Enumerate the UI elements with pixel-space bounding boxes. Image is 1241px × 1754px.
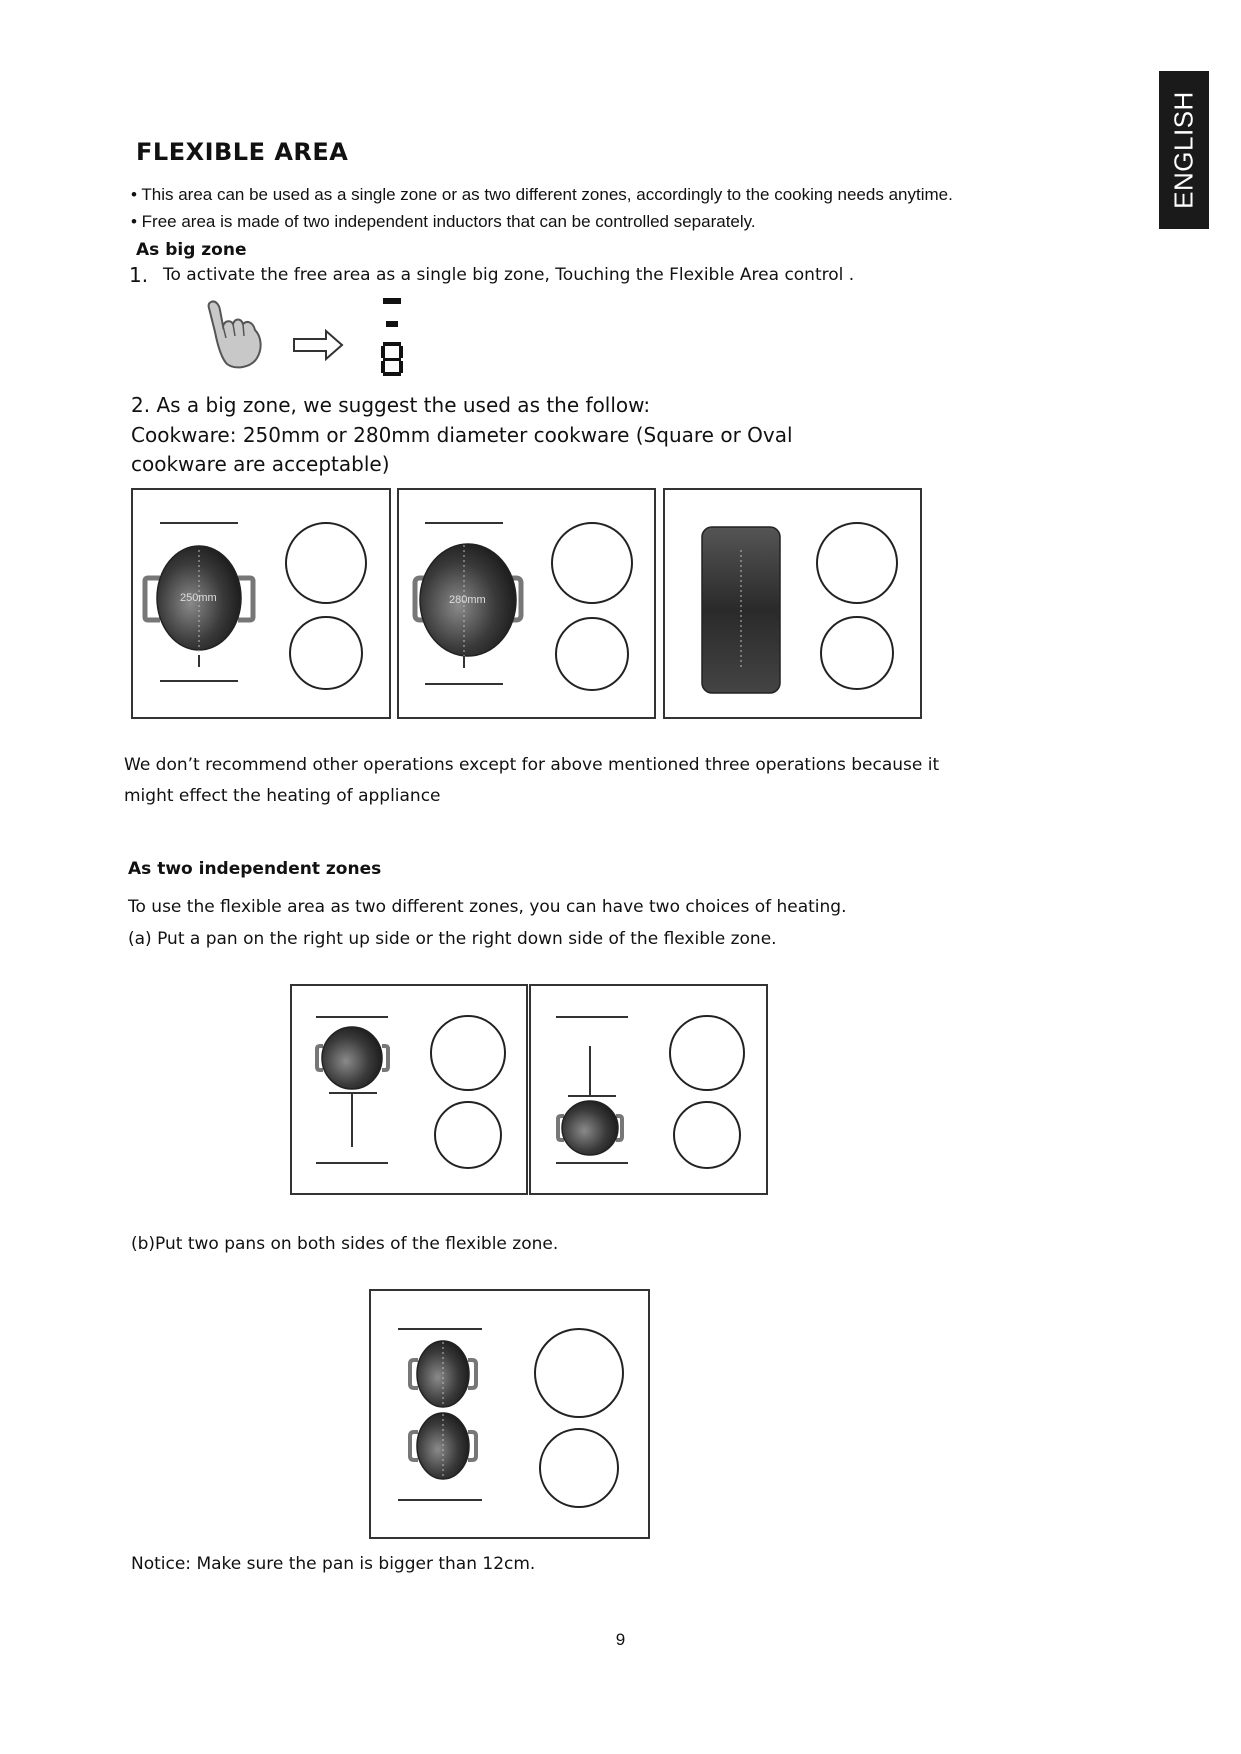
language-tab-label: ENGLISH [1168, 91, 1199, 209]
pan-label-250: 250mm [180, 592, 217, 604]
two-zones-heading: As two independent zones [128, 859, 382, 879]
page-title: FLEXIBLE AREA [136, 138, 349, 166]
option-b-text: (b)Put two pans on both sides of the flexible zone. [131, 1234, 559, 1254]
page-number: 9 [615, 1630, 626, 1649]
step2-line2: Cookware: 250mm or 280mm diameter cookware (Square or Oval [131, 423, 793, 447]
step1-number: 1. [129, 263, 149, 287]
step1-text: To activate the free area as a single big zone, Touching the Flexible Area control . [163, 265, 855, 285]
bullet-1: • This area can be used as a single zone or as two different zones, accordingly to the cooking needs anytime. [131, 185, 953, 204]
pan-label-280: 280mm [449, 594, 486, 606]
two-zones-intro: To use the flexible area as two different zones, you can have two choices of heating. [128, 897, 847, 917]
big-zone-heading: As big zone [136, 240, 247, 260]
option-a-text: (a) Put a pan on the right up side or the right down side of the flexible zone. [128, 929, 777, 949]
step2-line3: cookware are acceptable) [131, 452, 390, 476]
step2-line1: 2. As a big zone, we suggest the used as the follow: [131, 393, 651, 417]
warning-line1: We don’t recommend other operations except for above mentioned three operations because it [124, 755, 940, 775]
notice-text: Notice: Make sure the pan is bigger than 12cm. [131, 1554, 536, 1574]
bullet-2: • Free area is made of two independent inductors that can be controlled separately. [131, 212, 756, 231]
warning-line2: might effect the heating of appliance [124, 786, 441, 806]
